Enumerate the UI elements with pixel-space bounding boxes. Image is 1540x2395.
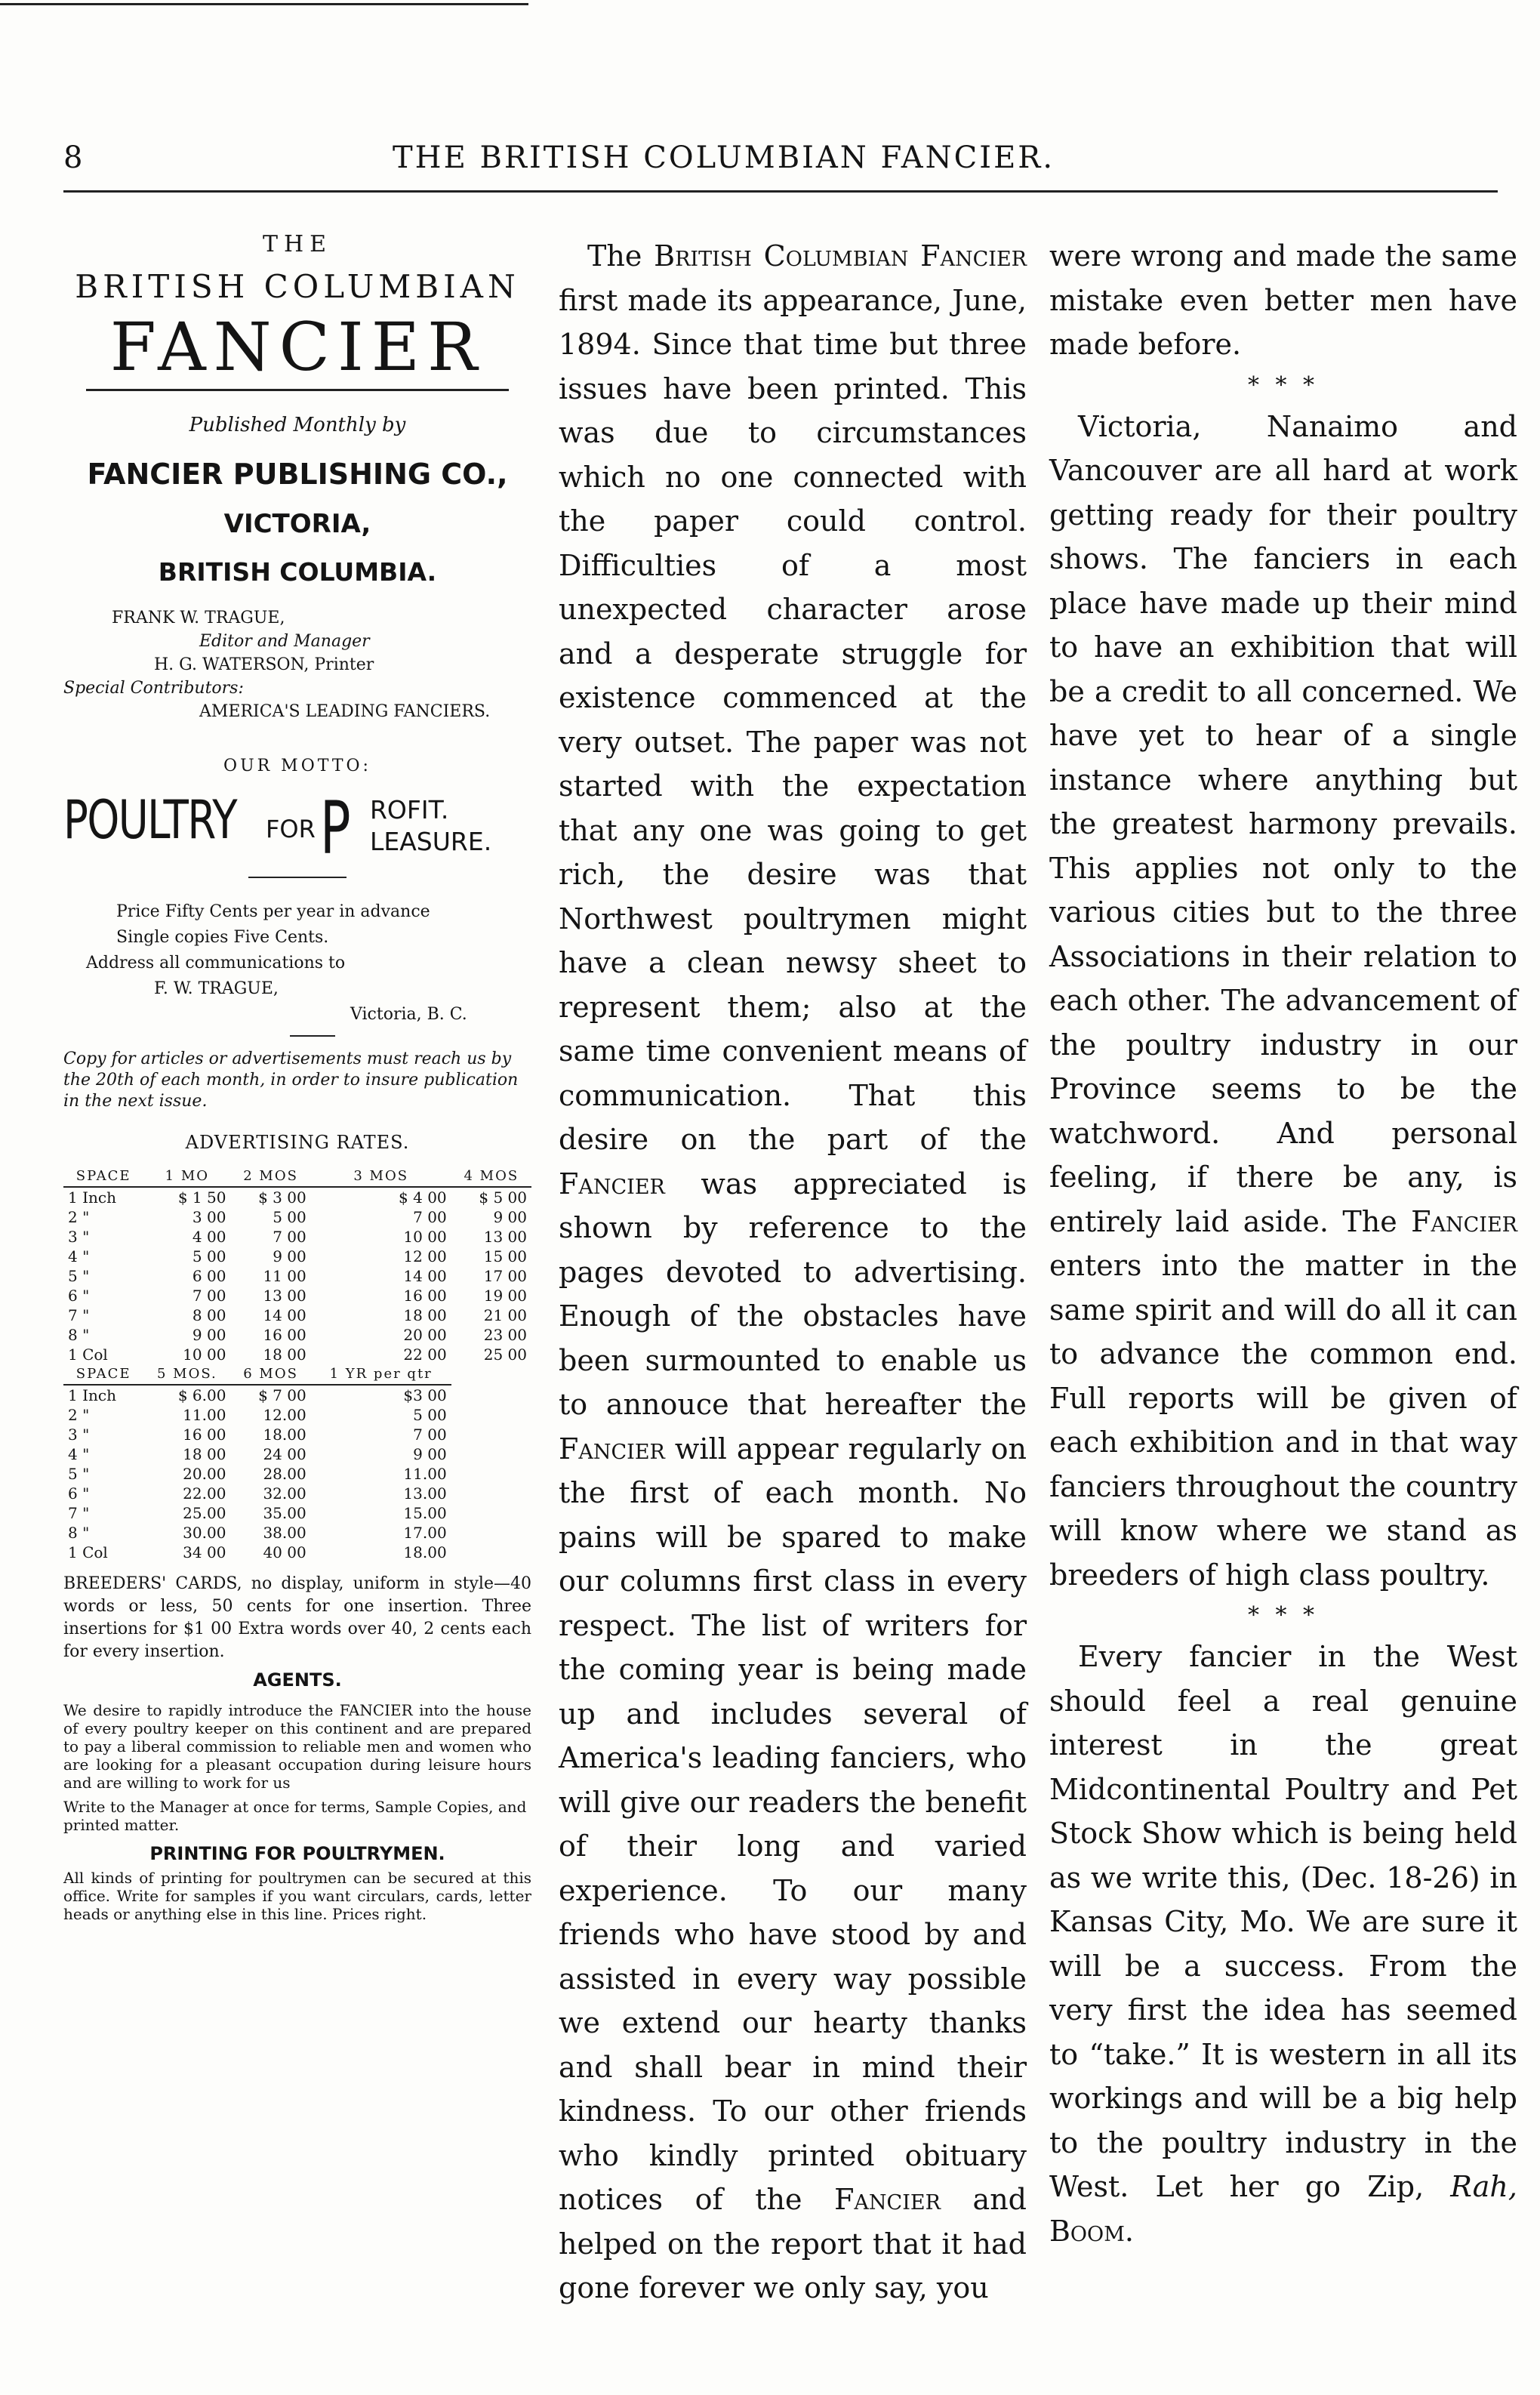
- rates-row: [63, 1325, 531, 1345]
- rates-price-cell: 7 00: [413, 1207, 447, 1226]
- rates-row: [63, 1523, 531, 1543]
- article-paragraph: [559, 234, 1027, 2310]
- paper-name: Fancier: [559, 1167, 665, 1201]
- publisher-province: BRITISH COLUMBIA.: [158, 556, 437, 587]
- header-rule: [63, 190, 1498, 193]
- rates-price-cell: 17.00: [403, 1523, 447, 1542]
- rates-price-cell: 20 00: [403, 1325, 447, 1344]
- rates-price-cell: 16 00: [183, 1425, 226, 1444]
- rates-price-cell: 5 00: [273, 1207, 306, 1226]
- rates-price-cell: 9 00: [493, 1207, 527, 1226]
- text-run: and helped on the report that it had gone forever we only say, you: [559, 2183, 1027, 2304]
- staff-list: [63, 606, 531, 723]
- rates-price-cell: $ 3 00: [258, 1188, 306, 1207]
- rates-price-cell: 15.00: [403, 1503, 447, 1522]
- publisher-city: VICTORIA,: [223, 508, 371, 539]
- address-name: F. W. TRAGUE,: [154, 979, 279, 998]
- rates-space-cell: 2 ": [68, 1207, 90, 1226]
- rates-price-cell: $ 1 50: [177, 1188, 226, 1207]
- rates-price-cell: 7 00: [273, 1227, 306, 1246]
- rates-price-cell: 4 00: [192, 1227, 226, 1246]
- rates-row: [63, 1187, 531, 1207]
- motto-label: OUR MOTTO:: [223, 756, 371, 775]
- rates-space-cell: 8 ": [68, 1523, 90, 1542]
- agents-write: Write to the Manager at once for terms, Sample Copies, and printed matter.: [63, 1797, 527, 1834]
- rates-price-cell: 14 00: [403, 1266, 447, 1285]
- rates-price-cell: 23 00: [483, 1325, 527, 1344]
- rates-price-cell: 32.00: [263, 1484, 306, 1503]
- rates-space-cell: 5 ": [68, 1464, 90, 1483]
- text-run: The: [587, 239, 654, 273]
- rates-space-cell: 6 ": [68, 1286, 90, 1305]
- rates-price-cell: 18 00: [183, 1444, 226, 1463]
- rates-row: [63, 1266, 531, 1286]
- masthead-column: [63, 227, 531, 1923]
- rates-price-cell: 5 00: [192, 1247, 226, 1265]
- rates-row: [63, 1207, 531, 1227]
- rates-price-cell: $ 6.00: [177, 1386, 226, 1404]
- rates-price-cell: 21 00: [483, 1305, 527, 1324]
- rates-price-cell: 34 00: [183, 1543, 226, 1561]
- breeders-cards-note: BREEDERS' CARDS, no display, uniform in style—40 words or less, 50 cents for one insertion. Three insertions for $1 00 Extra words over 40, 2 cents each for every insertion.: [63, 1574, 531, 1661]
- rates-space-cell: 7 ": [68, 1305, 90, 1324]
- article-column-middle: [559, 234, 1027, 2310]
- rates-price-cell: $3 00: [403, 1386, 447, 1404]
- rates-column-header: 3 MOS: [311, 1167, 451, 1187]
- rates-price-cell: 11.00: [403, 1464, 447, 1483]
- rates-price-cell: 3 00: [192, 1207, 226, 1226]
- motto-profit: ROFIT.: [370, 794, 449, 825]
- editor-role: Editor and Manager: [199, 631, 370, 651]
- article-column-right: [1049, 234, 1517, 2253]
- rates-price-cell: $ 5 00: [479, 1188, 527, 1207]
- section-separator: * * *: [1247, 1602, 1320, 1629]
- paper-name: British Columbian Fancier: [654, 239, 1027, 273]
- motto-for: FOR: [266, 814, 316, 843]
- text-run: enters into the matter in the same spirit and will do all it can to advance the common end. Full reports will be given of each exhibition and in that way fanciers throughout the country will know where we stand as breeders of high class poultry.: [1049, 1249, 1517, 1592]
- text-run: will appear regularly on the first of each month. No pains will be spared to make our columns first class in every respect. The list of writers for the coming year is being made up and includes several of America's leading fanciers, who will give our readers the benefit of their long and varied experience. To our many friends who have stood by and assisted in every way possible we extend our hearty thanks and shall bear in mind their kindness. To our other friends who kindly printed obituary notices of the: [559, 1432, 1027, 2216]
- rates-table: [63, 1167, 531, 1562]
- rates-column-header: 4 MOS: [451, 1167, 531, 1187]
- rates-price-cell: 28.00: [263, 1464, 306, 1483]
- rates-price-cell: 11 00: [263, 1266, 306, 1285]
- text-run: was appreciated is shown by reference to the pages devoted to advertising. Enough of the obstacles have been surmounted to enable us to annouce that hereafter the: [559, 1167, 1027, 1421]
- article-paragraph: [1049, 1635, 1517, 2253]
- rates-row: [63, 1405, 531, 1425]
- price-line: Price Fifty Cents per year in advance: [116, 902, 430, 921]
- rates-price-cell: 13.00: [403, 1484, 447, 1503]
- rates-row: [63, 1227, 531, 1247]
- masthead-bc: BRITISH COLUMBIAN: [75, 268, 520, 305]
- page-number: 8: [63, 140, 83, 175]
- motto-pleasure: LEASURE.: [370, 826, 492, 856]
- motto-p: P: [320, 785, 351, 871]
- rates-space-cell: 2 ": [68, 1405, 90, 1424]
- rates-row: [63, 1503, 531, 1523]
- rates-row: [63, 1286, 531, 1305]
- contributors-label: Special Contributors:: [63, 678, 244, 698]
- copy-deadline-note: Copy for articles or advertisements must reach us by the 20th of each month, in order to insure publication in the next issue.: [63, 1049, 519, 1111]
- rates-price-cell: 10 00: [183, 1345, 226, 1364]
- address-line: Address all communications to: [86, 953, 346, 972]
- paper-name: Fancier: [559, 1432, 665, 1466]
- article-paragraph: [1049, 405, 1517, 1598]
- rates-row: [63, 1385, 531, 1405]
- rates-space-cell: 3 ": [68, 1227, 90, 1246]
- rates-price-cell: $ 4 00: [399, 1188, 447, 1207]
- rates-column-header: 5 MOS.: [143, 1364, 230, 1385]
- rates-column-header: 1 MO: [143, 1167, 230, 1187]
- divider: [248, 877, 346, 878]
- rates-space-cell: 6 ": [68, 1484, 90, 1503]
- rates-space-cell: 8 ": [68, 1325, 90, 1344]
- rates-price-cell: 13 00: [483, 1227, 527, 1246]
- publisher-name: FANCIER PUBLISHING CO.,: [87, 457, 508, 491]
- motto-slogan: [63, 786, 531, 869]
- rates-price-cell: 18 00: [263, 1345, 306, 1364]
- rates-column-header: 2 MOS: [230, 1167, 310, 1187]
- rates-row: [63, 1305, 531, 1325]
- rates-column-header: 1 YR per qtr: [311, 1364, 451, 1385]
- rates-title: ADVERTISING RATES.: [185, 1131, 410, 1153]
- rates-space-cell: 3 ": [68, 1425, 90, 1444]
- rates-price-cell: 18.00: [403, 1543, 447, 1561]
- agents-heading: AGENTS.: [253, 1669, 342, 1691]
- rates-row: [63, 1484, 531, 1503]
- rates-price-cell: 14 00: [263, 1305, 306, 1324]
- rates-price-cell: 10 00: [403, 1227, 447, 1246]
- rates-space-cell: 4 ": [68, 1247, 90, 1265]
- rates-column-header: SPACE: [63, 1364, 143, 1385]
- contributors-value: AMERICA'S LEADING FANCIERS.: [199, 701, 491, 721]
- running-title: THE BRITISH COLUMBIAN FANCIER.: [393, 140, 1055, 175]
- rates-price-cell: 25.00: [183, 1503, 226, 1522]
- rates-price-cell: 12.00: [263, 1405, 306, 1424]
- subscription-info: [63, 899, 531, 1028]
- rates-price-cell: 16 00: [403, 1286, 447, 1305]
- text-run: Rah,: [1450, 2170, 1517, 2203]
- rates-price-cell: 19 00: [483, 1286, 527, 1305]
- rates-price-cell: 17 00: [483, 1266, 527, 1285]
- rates-price-cell: 18 00: [403, 1305, 447, 1324]
- rates-price-cell: 13 00: [263, 1286, 306, 1305]
- rates-space-cell: 1 Col: [68, 1543, 108, 1561]
- rates-price-cell: 16 00: [263, 1325, 306, 1344]
- rates-row: [63, 1345, 531, 1364]
- paper-name: Fancier: [1411, 1204, 1517, 1238]
- masthead-rule: [86, 389, 509, 391]
- rates-row: [63, 1444, 531, 1464]
- rates-price-cell: 18.00: [263, 1425, 306, 1444]
- printer-name: H. G. WATERSON, Printer: [154, 655, 374, 674]
- rates-space-cell: 1 Col: [68, 1345, 108, 1364]
- rates-price-cell: 7 00: [413, 1425, 447, 1444]
- rates-price-cell: 8 00: [192, 1305, 226, 1324]
- rates-column-header: 6 MOS: [230, 1364, 310, 1385]
- text-run: Boom.: [1049, 2214, 1134, 2248]
- rates-price-cell: 25 00: [483, 1345, 527, 1364]
- printing-text: All kinds of printing for poultrymen can be secured at this office. Write for samples if you want circulars, cards, letter heads or anything else in this line. Prices right.: [63, 1868, 531, 1923]
- rates-space-cell: 5 ": [68, 1266, 90, 1285]
- top-rule: [0, 3, 528, 5]
- rates-row: [63, 1464, 531, 1484]
- rates-row: [63, 1247, 531, 1266]
- rates-price-cell: $ 7 00: [258, 1386, 306, 1404]
- rates-price-cell: 12 00: [403, 1247, 447, 1265]
- rates-column-header: SPACE: [63, 1167, 143, 1187]
- text-run: Every fancier in the West should feel a real genuine interest in the great Midcontinental Poultry and Pet Stock Show which is being held as we write this, (Dec. 18-26) in Kansas City, Mo. We are sure it will be a success. From the very first the idea has seemed to “take.” It is western in all its workings and will be a big help to the poultry industry in the West. Let her go Zip,: [1049, 1640, 1517, 2203]
- rates-row: [63, 1543, 531, 1562]
- rates-price-cell: 20.00: [183, 1464, 226, 1483]
- rates-space-cell: 1 Inch: [68, 1386, 116, 1404]
- rates-price-cell: 9 00: [273, 1247, 306, 1265]
- agents-text: We desire to rapidly introduce the FANCIER into the house of every poultry keeper on this continent and are prepared to pay a liberal commission to reliable men and women who are looking for a pleasant occupation during leisure hours and are willing to work for us: [63, 1700, 531, 1792]
- rates-price-cell: 35.00: [263, 1503, 306, 1522]
- rates-price-cell: 6 00: [192, 1266, 226, 1285]
- editor-name: FRANK W. TRAGUE,: [112, 608, 285, 627]
- text-run: Victoria, Nanaimo and Vancouver are all hard at work getting ready for their poultry shows. The fanciers in each place have made up their mind to have an exhibition that will be a credit to all concerned. We have yet to hear of a single instance where anything but the greatest harmony prevails. This applies not only to the various cities but to the three Associations in their relation to each other. The advancement of the poultry industry in our Province seems to be the watchword. And personal feeling, if there be any, is entirely laid aside. The: [1049, 409, 1517, 1238]
- published-line: Published Monthly by: [189, 413, 406, 436]
- rates-row: [63, 1425, 531, 1444]
- rates-price-cell: 15 00: [483, 1247, 527, 1265]
- rates-space-cell: 4 ": [68, 1444, 90, 1463]
- rates-price-cell: 24 00: [263, 1444, 306, 1463]
- masthead-fancier: FANCIER: [109, 308, 485, 386]
- divider: [290, 1035, 335, 1037]
- rates-price-cell: 7 00: [192, 1286, 226, 1305]
- rates-space-cell: 1 Inch: [68, 1188, 116, 1207]
- rates-price-cell: 9 00: [192, 1325, 226, 1344]
- text-run: first made its appearance, June, 1894. Since that time but three issues have been printed. This was due to circumstances which no one connected with the paper could control. Difficulties of a most unexpected character arose and a desperate struggle for existence commenced at the very outset. The paper was not started with the expectation that any one was going to get rich, the desire was that Northwest poultrymen might have a clean newsy sheet to represent them; also at the same time convenient means of communication. That this desire on the part of the: [559, 283, 1027, 1156]
- rates-price-cell: 38.00: [263, 1523, 306, 1542]
- rates-price-cell: 11.00: [183, 1405, 226, 1424]
- masthead-the: THE: [262, 231, 333, 257]
- rates-price-cell: 40 00: [263, 1543, 306, 1561]
- article-paragraph: were wrong and made the same mistake even better men have made before.: [1049, 239, 1517, 361]
- printing-heading: PRINTING FOR POULTRYMEN.: [149, 1842, 445, 1864]
- rates-price-cell: 9 00: [413, 1444, 447, 1463]
- single-copy-line: Single copies Five Cents.: [116, 927, 329, 947]
- paper-name: Fancier: [834, 2183, 941, 2216]
- rates-price-cell: 30.00: [183, 1523, 226, 1542]
- motto-poultry: POULTRY: [63, 788, 237, 851]
- section-separator: * * *: [1247, 371, 1320, 399]
- rates-price-cell: 22 00: [403, 1345, 447, 1364]
- rates-space-cell: 7 ": [68, 1503, 90, 1522]
- rates-price-cell: 5 00: [413, 1405, 447, 1424]
- rates-price-cell: 22.00: [183, 1484, 226, 1503]
- address-city: Victoria, B. C.: [350, 1004, 467, 1024]
